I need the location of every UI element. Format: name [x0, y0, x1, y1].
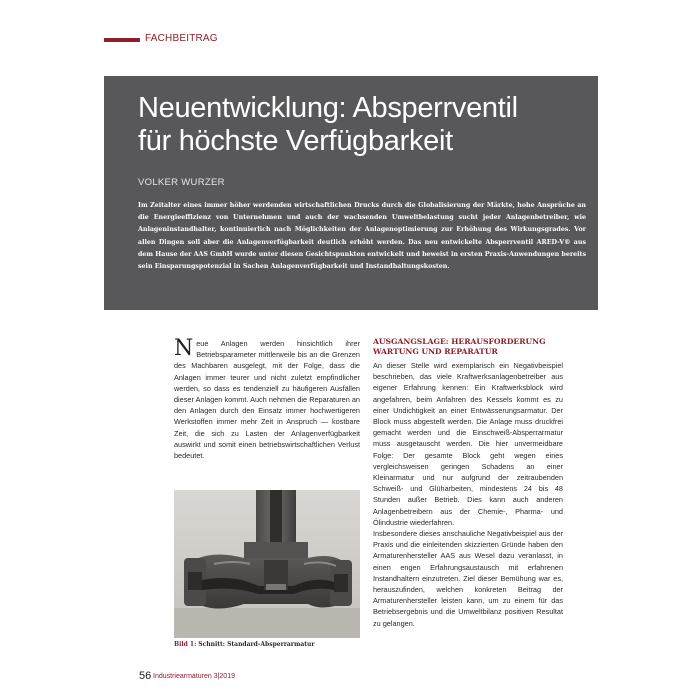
section-label: FACHBEITRAG [145, 33, 218, 44]
valve-cross-section-photo [174, 490, 360, 638]
left-column [174, 338, 360, 461]
title-line-2: für höchste Verfügbarkeit [138, 125, 453, 157]
section-accent-bar [104, 38, 140, 42]
figure-caption-text: Schnitt: Standard-Absperrarmatur [198, 641, 315, 648]
intro-paragraph: eue Anlagen werden hinsichtlich ihrer Betriebsparameter mittlerweile bis an die Grenzen des Machbaren ausgelegt, mit der Folge, dass die Anlagen immer teurer und nicht zuletzt empfindlicher werden, so dass es tendenziell zu häufigeren Ausfällen dieser Anlagen kommt. Auch nehmen die Reparaturen an den Anlagen durch den Einsatz immer hochwertigeren Werkstoffen immer mehr Zeit in Anspruch — kostbare Zeit, die sich zu Lasten der Anlagenverfügbarkeit auswirkt und somit einen betriebswirtschaftlichen Verlust bedeutet. [174, 339, 360, 461]
subheading-line-2: WARTUNG UND REPARATUR [373, 347, 498, 356]
body-paragraph-2: Insbesondere dieses anschauliche Negativbeispiel aus der Praxis und die einleitenden skizzierten Gründe haben den Armaturenhersteller AAS aus Wesel dazu veranlasst, in einen engen Erfahrungsaustausch mit erfahrenen Instandhaltern einzutreten. Ziel dieser Bemühung war es, herauszufinden, welchen konkreten Beitrag der Armaturenhersteller leisten kann, um zu einem für das Betriebsergebnis und die Umweltbilanz positiven Resultat zu gelangen. [373, 529, 563, 628]
body-paragraph-1: An dieser Stelle wird exemplarisch ein Negativbeispiel beschrieben, das viele Kraftwerksanlagenbetreiber aus eigener Erfahrung kennen: Ein Kraftwerksblock wird angefahren, beim Anfahren des Kessels kommt es zu einer Undichtigkeit an einer Entwässerungsarmatur. Der Block muss abgestellt werden. Die Anlage muss druckfrei gemacht werden und die Einschweiß-Absperrarmatur muss ausgetauscht werden. Die hier unvermeidbare Folge: Der gesamte Block geht wegen eines vergleichsweisen geringen Schadens an einer Kleinarmatur und nur aufgrund der zeitraubenden Schweiß- und Glüharbeiten, mindestens 24 bis 48 Stunden außer Betrieb. Dies kann auch anderen Anlagenbetreibern aus der Chemie-, Pharma- und Ölindustrie wiederfahren. [373, 361, 563, 527]
lead-paragraph: Im Zeitalter eines immer höher werdenden wirtschaftlichen Drucks durch die Globalisierung der Märkte, hohe Ansprüche an die Energieeffizienz von Unternehmen und auch der wachsenden Umweltbelastung sucht jeder Anlagenbetreiber, wie Anlageninstandhalter, kontinuierlich nach Möglichkeiten der Anlagenoptimierung zur Erhöhung des Wirkungsgrades. Vor allen Dingen soll aber die Anlagenverfügbarkeit deutlich erhöht werden. Das neu entwickelte Absperrventil ARED-V® aus dem Hause der AAS GmbH wurde unter diesen Gesichtspunkten entwickelt und beweist in ersten Praxis-Anwendungen bereits sein Einsparungspotenzial in Sachen Anlagenverfügbarkeit und Instandhaltungskosten. [138, 202, 586, 271]
author: VOLKER WURZER [138, 177, 225, 188]
publication-name: Industriearmaturen 3|2019 [153, 673, 235, 680]
title-line-1: Neuentwicklung: Absperrventil [138, 92, 518, 124]
drop-cap: N [174, 336, 194, 361]
article-title [138, 92, 578, 158]
page-number: 56 [139, 670, 152, 682]
figure-label: Bild 1: [174, 641, 197, 648]
section-subheading [373, 337, 563, 357]
subheading-line-1: AUSGANGSLAGE: HERAUSFORDERUNG [373, 337, 546, 346]
article-header [104, 76, 598, 310]
right-column [373, 337, 563, 629]
figure-caption [174, 641, 360, 648]
